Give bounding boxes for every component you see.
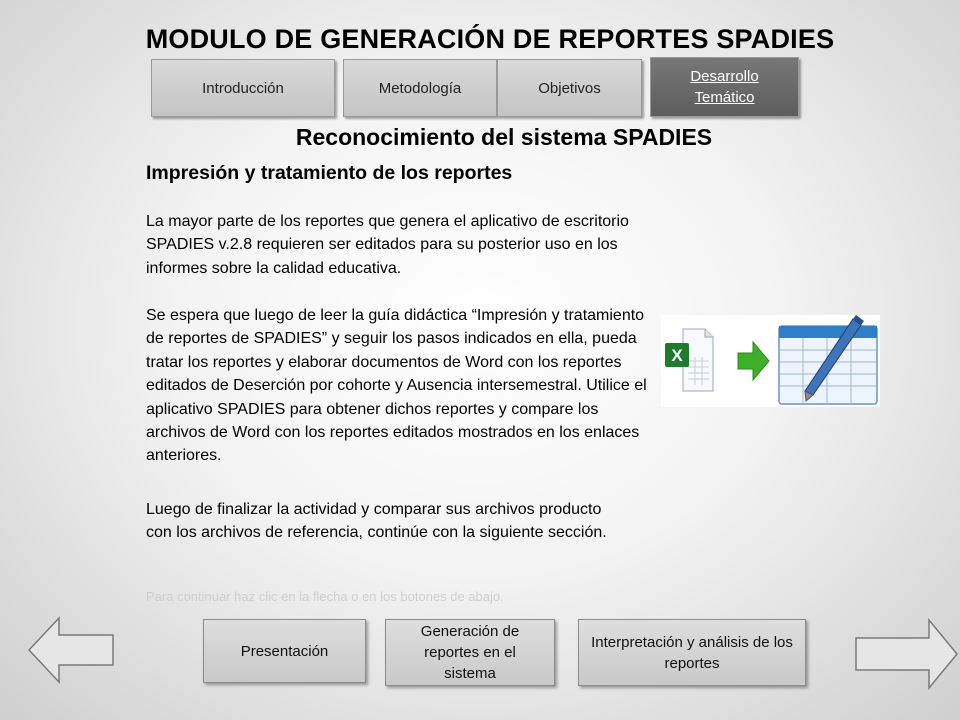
continue-hint: Para continuar haz clic en la flecha o en los botones de abajo. bbox=[146, 589, 504, 604]
presentacion-button[interactable]: Presentación bbox=[203, 619, 366, 683]
next-arrow-button[interactable] bbox=[853, 618, 959, 690]
svg-text:X: X bbox=[671, 346, 683, 365]
excel-to-table-graphic bbox=[661, 315, 880, 407]
section-title: Reconocimiento del sistema SPADIES bbox=[295, 124, 713, 150]
previous-arrow-button[interactable] bbox=[26, 616, 116, 684]
tab-objetivos[interactable]: Objetivos bbox=[497, 59, 642, 117]
tab-desarrollo-tematico[interactable]: Desarrollo Temático bbox=[650, 57, 799, 117]
instructions-paragraph: Se espera que luego de leer la guía didáctica “Impresión y tratamiento de reportes de SPADIES” y seguir los pasos indicados en ella, pueda tratar los reportes y elaborar documentos de Word con los reportes editados de Deserción por cohorte y Ausencia intersemestral. Utilice el aplicativo SPADIES para obtener dichos reportes y compare los archivos de Word con los reportes editados mostrados en los enlaces anteriores. bbox=[146, 307, 647, 465]
generacion-reportes-button[interactable]: Generación de reportes en el sistema bbox=[385, 619, 555, 686]
report-conversion-illustration bbox=[661, 315, 880, 407]
arrow-right-icon bbox=[738, 342, 769, 380]
closing-paragraph: Luego de finalizar la actividad y comparar sus archivos producto con los archivos de referencia, continúe con la siguiente sección. bbox=[146, 501, 607, 542]
arrow-right-icon bbox=[853, 618, 959, 690]
subsection-title: Impresión y tratamiento de los reportes bbox=[146, 162, 513, 184]
intro-paragraph: La mayor parte de los reportes que genera el aplicativo de escritorio SPADIES v.2.8 requieren ser editados para su posterior uso en los informes sobre la calidad educativa. bbox=[146, 213, 629, 277]
tab-metodologia[interactable]: Metodología bbox=[343, 59, 497, 117]
interpretacion-analisis-button[interactable]: Interpretación y análisis de los reportes bbox=[578, 619, 806, 686]
excel-document-icon bbox=[665, 329, 713, 391]
arrow-left-icon bbox=[26, 616, 116, 684]
table-edit-pen-icon bbox=[779, 315, 877, 404]
tab-introduccion[interactable]: Introducción bbox=[151, 59, 335, 117]
page-title: MODULO DE GENERACIÓN DE REPORTES SPADIES bbox=[145, 24, 835, 54]
